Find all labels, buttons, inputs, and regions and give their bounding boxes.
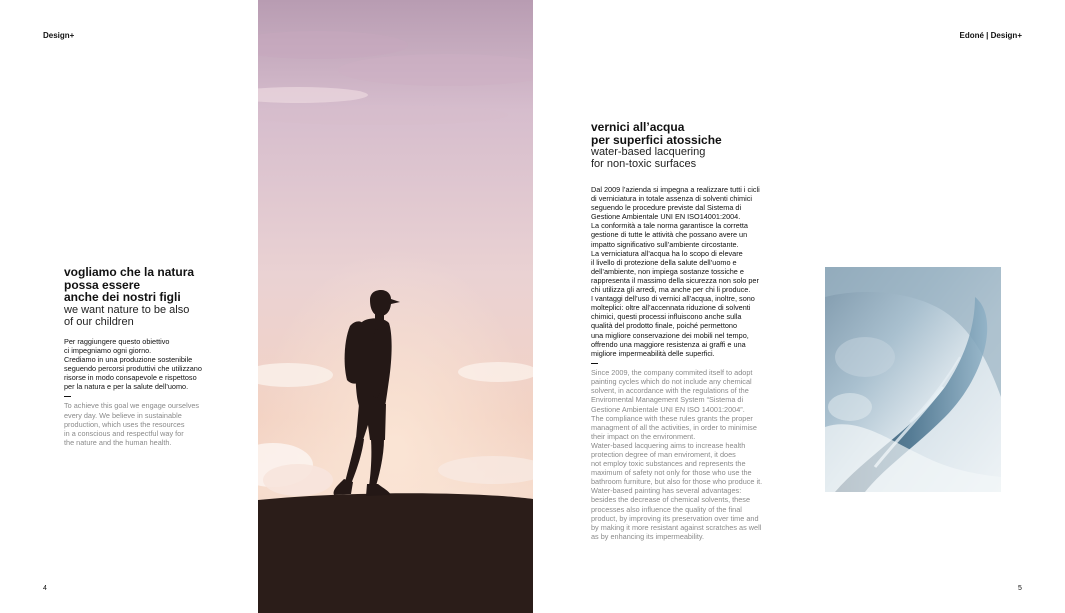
left-text-column <box>64 266 254 447</box>
header-right-label: Edoné | Design+ <box>959 31 1022 40</box>
body-line: by making it more resistant against scratches as well <box>591 522 762 532</box>
body-line: production, which uses the resources <box>64 419 185 429</box>
body-line: Crediamo in una produzione sostenibile <box>64 354 193 364</box>
body-line: Enviromental Management System “Sistema di <box>591 395 744 405</box>
body-line: Per raggiungere questo obiettivo <box>64 336 170 346</box>
heading-line: anche dei nostri figli <box>64 290 181 304</box>
heading-line: vogliamo che la natura <box>64 265 195 279</box>
page-number-left: 4 <box>43 585 47 592</box>
body-line: the nature and the human health. <box>64 437 172 447</box>
separator-dash <box>64 396 71 397</box>
heading-line: per superfici atossiche <box>591 132 722 147</box>
body-line: not employ toxic substances and represents the <box>591 459 746 469</box>
body-line: dell’ambiente, non impiega sostanze tossiche e <box>591 266 744 276</box>
body-line: solvent, in accordance with the regulations of the <box>591 386 749 396</box>
body-line: processes also influence the quality of the final <box>591 504 742 514</box>
body-line: rappresenta il massimo della sicurezza non solo per <box>591 275 759 285</box>
body-line: il livello di protezione della salute dell’uomo e <box>591 257 737 267</box>
body-line: Gestione Ambientale UNI EN ISO 14001:2004”. <box>591 404 745 414</box>
page-number-right: 5 <box>1018 585 1022 592</box>
heading-line: we want nature to be also <box>64 303 190 316</box>
separator-dash <box>591 363 598 364</box>
right-text-column <box>591 121 806 541</box>
right-heading-italian <box>591 121 806 146</box>
heading-line: of our children <box>64 315 134 328</box>
body-line: ci impegniamo ogni giorno. <box>64 345 152 355</box>
water-wave-photo <box>825 267 1001 492</box>
left-body-italian <box>64 337 254 392</box>
body-line: Dal 2009 l’azienda si impegna a realizzare tutti i cicli <box>591 185 760 194</box>
body-line: seguendo percorsi produttivi che utilizzano <box>64 363 202 373</box>
left-body-english <box>64 401 254 446</box>
body-line: risorse in modo consapevole e rispettoso <box>64 372 197 382</box>
body-line: offrendo una maggiore resistenza ai graffi e una <box>591 339 746 349</box>
body-line: molteplici: oltre all’accennata riduzione di solventi <box>591 303 751 313</box>
body-line: I vantaggi dell’uso di vernici all’acqua, inoltre, sono <box>591 294 755 304</box>
right-heading-english <box>591 146 806 170</box>
body-line: managment of all the activities, in order to minimise <box>591 422 757 432</box>
body-line: bathroom furniture, but also for those who produce it. <box>591 477 763 487</box>
body-line: besides the decrease of chemical solvents, these <box>591 495 750 505</box>
body-line: una migliore conservazione dei mobili nel tempo, <box>591 330 749 340</box>
body-line: migliore impermeabilità delle superfici. <box>591 348 715 358</box>
body-line: in a conscious and respectful way for <box>64 428 184 438</box>
body-line: qualità del prodotto finale, poiché permettono <box>591 321 738 331</box>
body-line: The compliance with these rules grants the proper <box>591 413 753 423</box>
hiker-sunset-photo <box>258 0 533 613</box>
heading-line: possa essere <box>64 277 141 292</box>
left-heading-english <box>64 304 254 328</box>
body-line: seguendo le procedure previste dal Sistema di <box>591 203 742 213</box>
body-line: product, by improving its preservation over time and <box>591 513 759 523</box>
body-line: gestione di tutte le attività che possano avere un <box>591 230 748 240</box>
body-line: impatto significativo sull’ambiente circostante. <box>591 239 739 249</box>
body-line: per la natura e per la salute dell’uomo. <box>64 381 189 391</box>
body-line: Water-based lacquering aims to increase health <box>591 440 746 450</box>
heading-line: for non-toxic surfaces <box>591 158 697 170</box>
body-line: painting cycles which do not include any chemical <box>591 377 752 387</box>
body-line: chi utilizza gli arredi, ma anche per chi li produce. <box>591 285 751 295</box>
body-line: di verniciatura in totale assenza di solventi chimici <box>591 194 753 204</box>
body-line: La verniciatura all’acqua ha lo scopo di elevare <box>591 248 743 258</box>
header-left-label: Design+ <box>43 31 75 40</box>
heading-line: vernici all’acqua <box>591 120 685 134</box>
heading-line: water-based lacquering <box>591 146 706 158</box>
body-line: Water-based painting has several advantages: <box>591 486 742 496</box>
body-line: La conformità a tale norma garantisce la corretta <box>591 221 748 231</box>
body-line: chimici, questi processi influiscono anche sulla <box>591 312 742 322</box>
body-line: maximum of safety not only for those who use the <box>591 468 752 478</box>
body-line: protection degree of man enviroment, it does <box>591 450 736 460</box>
left-heading-italian <box>64 266 254 304</box>
body-line: every day. We believe in sustainable <box>64 410 182 420</box>
right-body-english <box>591 368 806 541</box>
right-body-italian <box>591 185 806 358</box>
body-line: as by enhancing its impermeability. <box>591 531 705 541</box>
body-line: Gestione Ambientale UNI EN ISO14001:2004. <box>591 212 741 222</box>
body-line: To achieve this goal we engage ourselves <box>64 401 200 411</box>
body-line: Since 2009, the company commited itself to adopt <box>591 368 753 378</box>
body-line: their impact on the environment. <box>591 431 696 441</box>
